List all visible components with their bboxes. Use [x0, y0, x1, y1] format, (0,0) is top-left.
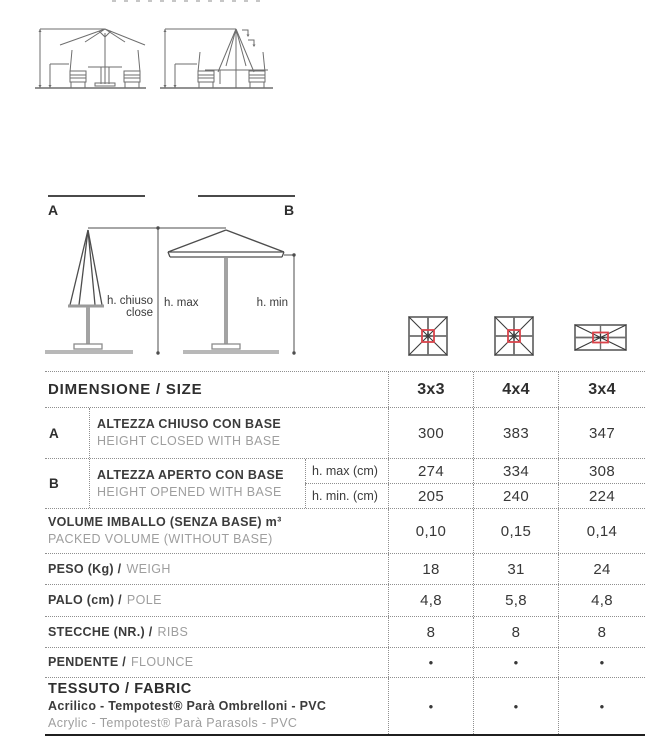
open-parasol-with-table-drawing	[33, 20, 158, 92]
row-b-letter: B	[45, 459, 90, 508]
value-cell: 205	[388, 484, 473, 508]
h-min-cm-label: h. min. (cm)	[305, 484, 388, 508]
umbrella-plan-3x3-icon	[408, 316, 448, 356]
section-b-rule	[198, 195, 295, 197]
row-a-letter: A	[45, 408, 90, 458]
value-cell: •	[388, 648, 473, 677]
size-col-4x4: 4x4	[473, 372, 558, 407]
row-a-label-en: HEIGHT CLOSED WITH BASE	[97, 434, 281, 448]
height-diagram	[45, 222, 315, 362]
pole-label-en: POLE	[126, 593, 162, 608]
value-cell: 4,8	[558, 585, 645, 616]
fabric-title: TESSUTO / FABRIC	[48, 681, 192, 698]
h-chiuso-label: h. chiuso	[106, 295, 153, 307]
value-cell: 0,10	[388, 509, 473, 553]
folded-parasol-with-table-drawing	[158, 20, 283, 92]
row-a-label-it: ALTEZZA CHIUSO CON BASE	[97, 417, 281, 432]
value-cell: 5,8	[473, 585, 558, 616]
value-cell: 0,14	[558, 509, 645, 553]
value-cell: 24	[558, 554, 645, 584]
value-cell: 240	[473, 484, 558, 508]
h-chiuso-label-en: close	[126, 307, 153, 319]
value-cell: 8	[558, 617, 645, 647]
pole-label-it: PALO (cm) /	[48, 593, 122, 608]
subrow-h-min	[305, 483, 645, 508]
row-b-label-en: HEIGHT OPENED WITH BASE	[97, 484, 282, 499]
umbrella-plan-4x4-icon	[494, 316, 534, 356]
value-cell: 18	[388, 554, 473, 584]
h-max-label: h. max	[164, 297, 199, 309]
table-header-row	[45, 371, 645, 407]
row-pole	[45, 584, 645, 616]
weight-label-en: WEIGH	[126, 561, 171, 576]
ribs-label-it: STECCHE (NR.) /	[48, 624, 153, 639]
size-col-3x3: 3x3	[388, 372, 473, 407]
row-height-closed	[45, 407, 645, 458]
value-cell: 31	[473, 554, 558, 584]
value-cell: 0,15	[473, 509, 558, 553]
volume-label-en: PACKED VOLUME (WITHOUT BASE)	[48, 532, 273, 546]
row-weight	[45, 553, 645, 584]
value-cell: 224	[558, 484, 645, 508]
value-cell: •	[558, 678, 645, 734]
volume-label-it: VOLUME IMBALLO (SENZA BASE) m³	[48, 515, 282, 530]
h-max-cm-label: h. max (cm)	[305, 459, 388, 483]
flounce-label-en: FLOUNCE	[131, 655, 194, 670]
value-cell: 8	[473, 617, 558, 647]
value-cell: 274	[388, 459, 473, 483]
size-header-label: DIMENSIONE / SIZE	[48, 381, 203, 398]
row-b-label-it: ALTEZZA APERTO CON BASE	[97, 467, 284, 482]
subrow-h-max	[305, 459, 645, 483]
value-cell: 334	[473, 459, 558, 483]
value-cell: 308	[558, 459, 645, 483]
value-cell: 8	[388, 617, 473, 647]
section-b-label: B	[284, 202, 295, 218]
row-height-opened	[45, 458, 645, 508]
value-cell: •	[388, 678, 473, 734]
fabric-label-en: Acrylic - Tempotest® Parà Parasols - PVC	[48, 716, 298, 731]
ribs-label-en: RIBS	[157, 624, 189, 639]
weight-label-it: PESO (Kg) /	[48, 561, 122, 576]
row-ribs	[45, 616, 645, 647]
value-cell: 300	[388, 408, 473, 458]
section-a-label: A	[48, 202, 59, 218]
fabric-label-it: Acrilico - Tempotest® Parà Ombrelloni - PVC	[48, 699, 327, 714]
value-cell: •	[473, 678, 558, 734]
size-col-3x4: 3x4	[558, 372, 645, 407]
flounce-label-it: PENDENTE /	[48, 655, 127, 670]
value-cell: 383	[473, 408, 558, 458]
cropped-top-artifact	[112, 0, 262, 2]
section-a-rule	[48, 195, 145, 197]
value-cell: 4,8	[388, 585, 473, 616]
umbrella-plan-3x4-icon	[574, 324, 627, 351]
value-cell: 347	[558, 408, 645, 458]
row-flounce	[45, 647, 645, 677]
value-cell: •	[473, 648, 558, 677]
value-cell: •	[558, 648, 645, 677]
row-fabric	[45, 677, 645, 736]
spec-table	[45, 371, 645, 736]
h-min-label: h. min	[256, 297, 288, 309]
row-packed-volume	[45, 508, 645, 553]
